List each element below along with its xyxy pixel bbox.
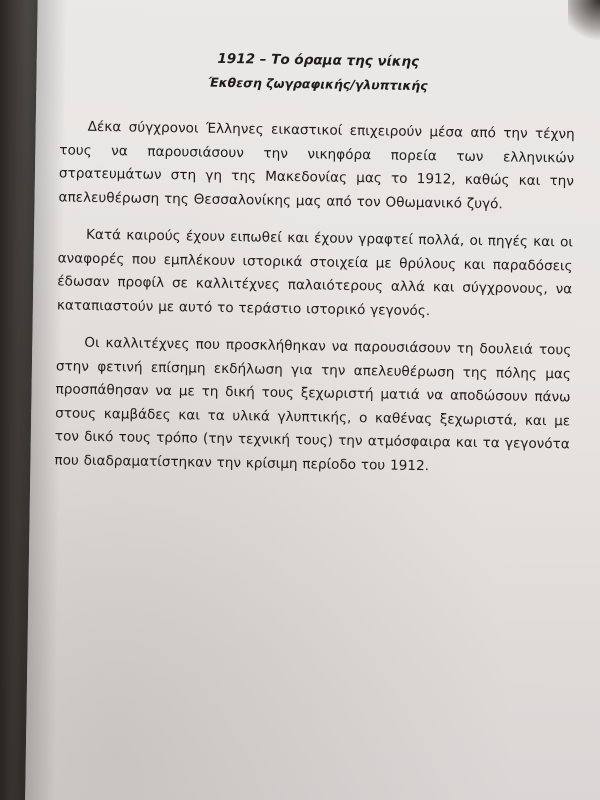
document-page xyxy=(24,0,600,800)
document-title: 1912 – Το όραμα της νίκης xyxy=(217,50,420,70)
paragraph-1: Δέκα σύγχρονοι Έλληνες εικαστικοί επιχειρούν μέσα από την τέχνη τους να παρουσιάσουν την νικηφόρα πορεία των ελληνικών στρατευμάτων στη γη της Μακεδονίας μας το 1912, καθώς και την απελευθέρωση της Θεσσαλονίκης μας από τον Οθωμανικό ζυγό. xyxy=(58,118,575,212)
paragraph-3: Οι καλλιτέχνες που προσκλήθηκαν να παρουσιάσουν τη δουλειά τους στην φετινή επίσημη εκδήλωση για την απελευθέρωση της πόλης μας προσπάθησαν να με τη δική τους ξεχωριστή ματιά να αποδώσουν πάνω στους καμβάδες και τα υλικά γλυπτικής, ο καθένας ξεχωριστά, και με τον δικό τους τρόπο (την τεχνική τους) την ατμόσφαιρα και τα γεγονότα που διαδραματίστηκαν την κρίσιμη περίοδο του 1912. xyxy=(54,334,572,474)
paragraph-2: Κατά καιρούς έχουν ειπωθεί και έχουν γραφτεί πολλά, οι πηγές και οι αναφορές που εμπλέκουν ιστορικά στοιχεία με θρύλους και παραδόσεις έδωσαν προφίλ σε καλλιτέχνες παλαιότερους αλλά και σύγχρονους, να καταπιαστούν με αυτό το τεράστιο ιστορικό γεγονός. xyxy=(56,226,574,319)
document-subtitle: Έκθεση ζωγραφικής/γλυπτικής xyxy=(208,74,428,94)
corner-shadow xyxy=(568,0,600,40)
page-content xyxy=(54,45,576,494)
